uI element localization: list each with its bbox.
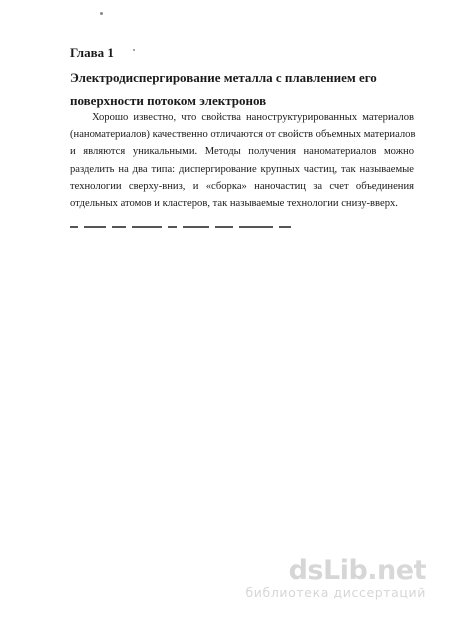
- chapter-title-line-2: поверхности потоком электронов: [70, 93, 267, 108]
- body-line-4: разделить на два типа: диспергирование крупных частиц, так называемые: [70, 163, 414, 175]
- scan-speck: [100, 12, 103, 15]
- body-line-2: (наноматериалов) качественно отличаются от свойств объемных материалов: [70, 129, 416, 141]
- chapter-number: Глава 1: [70, 45, 114, 60]
- body-line-3: и являются уникальными. Методы получения наноматериалов можно: [70, 146, 414, 158]
- watermark-logo-main: dsLib: [288, 555, 368, 586]
- watermark-logo-tld: .net: [367, 555, 426, 586]
- chapter-title-line-1: Электродиспергирование металла с плавлением его: [70, 70, 377, 85]
- dslib-watermark: [246, 557, 427, 601]
- body-line-1: Хорошо известно, что свойства наноструктурированных материалов: [92, 112, 414, 123]
- watermark-logo: [246, 557, 427, 585]
- truncated-text-line: [70, 226, 300, 231]
- body-line-5: технологии сверху-вниз, и «сборка» наночастиц за счет объединения: [70, 180, 414, 192]
- watermark-subtitle: библиотека диссертаций: [245, 585, 426, 600]
- chapter-title: [70, 66, 410, 112]
- body-paragraph: [70, 109, 414, 212]
- body-line-6: отдельных атомов и кластеров, так называемые технологии снизу-вверх.: [70, 198, 398, 210]
- scan-speck: [133, 49, 135, 51]
